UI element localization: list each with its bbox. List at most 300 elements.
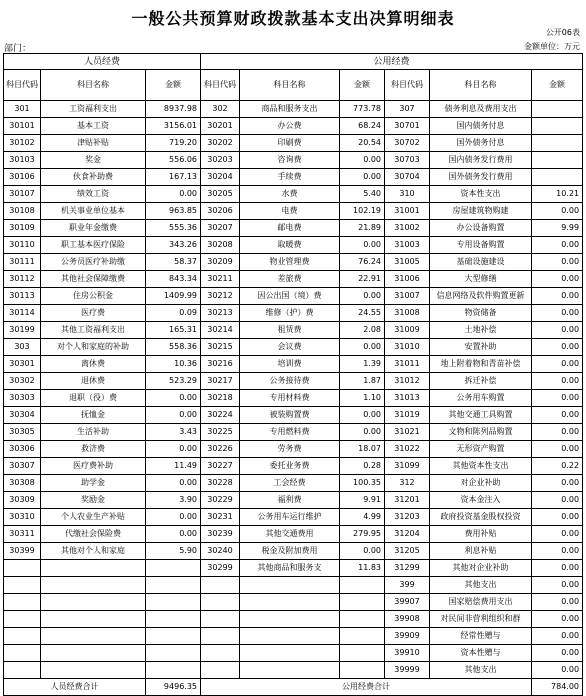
cell-code: 31099: [385, 458, 430, 475]
cell-name: 经常性赠与: [430, 628, 532, 645]
cell-name: 救济费: [41, 441, 146, 458]
cell-amount: 0.00: [146, 441, 201, 458]
cell-code: 30110: [4, 237, 41, 254]
cell-name: 国外债务付息: [430, 135, 532, 152]
cell-code: 307: [385, 101, 430, 118]
cell-name: 大型修缮: [430, 271, 532, 288]
cell-name: 奖励金: [41, 492, 146, 509]
cell-amount: [146, 628, 201, 645]
cell-name: 安置补助: [430, 339, 532, 356]
table-row: [4, 475, 583, 492]
cell-amount: [532, 169, 583, 186]
cell-name: 劳务费: [240, 441, 340, 458]
cell-name: 伙食补助费: [41, 169, 146, 186]
cell-amount: 1.10: [340, 390, 385, 407]
cell-amount: 2.08: [340, 322, 385, 339]
cell-amount: [146, 645, 201, 662]
cell-name: [41, 645, 146, 662]
table-row: [4, 186, 583, 203]
table-row: [4, 339, 583, 356]
cell-amount: 10.36: [146, 356, 201, 373]
cell-name: 物资储备: [430, 305, 532, 322]
cell-amount: 0.00: [532, 271, 583, 288]
cell-code: [4, 662, 41, 679]
cell-name: 其他对个人和家庭: [41, 543, 146, 560]
table-row: [4, 577, 583, 594]
cell-amount: [340, 662, 385, 679]
cell-name: 资本金注入: [430, 492, 532, 509]
cell-name: 其他支出: [430, 662, 532, 679]
cell-amount: 0.00: [532, 628, 583, 645]
cell-amount: 558.36: [146, 339, 201, 356]
cell-amount: 20.54: [340, 135, 385, 152]
cell-amount: 24.55: [340, 305, 385, 322]
cell-code: 30204: [201, 169, 240, 186]
cell-code: 30102: [4, 135, 41, 152]
table-row: [4, 288, 583, 305]
cell-amount: [532, 101, 583, 118]
cell-name: 被装购置费: [240, 407, 340, 424]
cell-amount: 3.90: [146, 492, 201, 509]
col-header-amount: 金额: [340, 70, 385, 101]
cell-name: 对企业补助: [430, 475, 532, 492]
col-header-name: 科目名称: [41, 70, 146, 101]
cell-code: 30228: [201, 475, 240, 492]
cell-amount: 10.21: [532, 186, 583, 203]
cell-code: 31009: [385, 322, 430, 339]
cell-name: 取暖费: [240, 237, 340, 254]
cell-code: [201, 628, 240, 645]
cell-amount: 100.35: [340, 475, 385, 492]
cell-name: 物业管理费: [240, 254, 340, 271]
cell-amount: 719.20: [146, 135, 201, 152]
cell-code: 303: [4, 339, 41, 356]
cell-code: [4, 611, 41, 628]
cell-code: 31003: [385, 237, 430, 254]
table-row: [4, 373, 583, 390]
table-row: [4, 254, 583, 271]
cell-code: 31002: [385, 220, 430, 237]
cell-amount: 963.85: [146, 203, 201, 220]
table-row: [4, 424, 583, 441]
table-row: [4, 407, 583, 424]
cell-name: 基本工资: [41, 118, 146, 135]
cell-name: [41, 560, 146, 577]
cell-amount: 0.00: [532, 356, 583, 373]
cell-name: 其他交通工具购置: [430, 407, 532, 424]
cell-amount: 9.99: [532, 220, 583, 237]
cell-name: 其他支出: [430, 577, 532, 594]
cell-amount: [340, 611, 385, 628]
cell-amount: [146, 611, 201, 628]
cell-amount: [340, 577, 385, 594]
cell-name: 租赁费: [240, 322, 340, 339]
cell-amount: 3156.01: [146, 118, 201, 135]
cell-code: 31010: [385, 339, 430, 356]
cell-amount: 18.07: [340, 441, 385, 458]
cell-amount: 4.99: [340, 509, 385, 526]
col-header-code: 科目代码: [201, 70, 240, 101]
cell-amount: 0.00: [146, 475, 201, 492]
cell-name: 对民间非营利组织和群: [430, 611, 532, 628]
cell-name: [41, 662, 146, 679]
cell-amount: 1.87: [340, 373, 385, 390]
cell-code: 30101: [4, 118, 41, 135]
table-row: [4, 509, 583, 526]
table-row: [4, 152, 583, 169]
cell-name: 绩效工资: [41, 186, 146, 203]
cell-amount: 5.90: [146, 543, 201, 560]
public-total-value: 784.00: [532, 679, 583, 696]
cell-code: 31005: [385, 254, 430, 271]
personnel-header: 人员经费: [4, 54, 201, 70]
cell-code: 39908: [385, 611, 430, 628]
cell-code: 39999: [385, 662, 430, 679]
cell-code: 30229: [201, 492, 240, 509]
cell-amount: [340, 594, 385, 611]
cell-name: [240, 662, 340, 679]
cell-amount: 0.00: [340, 424, 385, 441]
cell-amount: 0.00: [532, 288, 583, 305]
cell-code: 30310: [4, 509, 41, 526]
cell-amount: 0.00: [340, 169, 385, 186]
col-header-code: 科目代码: [385, 70, 430, 101]
cell-amount: 0.00: [532, 611, 583, 628]
cell-amount: 0.00: [532, 322, 583, 339]
cell-name: 信息网络及软件购置更新: [430, 288, 532, 305]
cell-amount: [146, 560, 201, 577]
cell-amount: 0.00: [146, 509, 201, 526]
cell-name: 国内债务付息: [430, 118, 532, 135]
cell-name: 公务用车运行维护: [240, 509, 340, 526]
cell-code: 30202: [201, 135, 240, 152]
cell-code: 39907: [385, 594, 430, 611]
cell-amount: 0.00: [532, 509, 583, 526]
cell-code: 31021: [385, 424, 430, 441]
cell-code: [201, 662, 240, 679]
cell-amount: [532, 152, 583, 169]
cell-name: 因公出国（境）费: [240, 288, 340, 305]
cell-code: 31007: [385, 288, 430, 305]
cell-amount: 11.83: [340, 560, 385, 577]
cell-code: 30399: [4, 543, 41, 560]
cell-amount: 8937.98: [146, 101, 201, 118]
cell-code: 30305: [4, 424, 41, 441]
cell-code: 31203: [385, 509, 430, 526]
cell-amount: 0.00: [532, 305, 583, 322]
cell-code: 30311: [4, 526, 41, 543]
cell-amount: 22.91: [340, 271, 385, 288]
cell-name: 个人农业生产补贴: [41, 509, 146, 526]
cell-code: 30112: [4, 271, 41, 288]
cell-name: 奖金: [41, 152, 146, 169]
cell-code: 31204: [385, 526, 430, 543]
cell-code: 30205: [201, 186, 240, 203]
table-row: [4, 271, 583, 288]
cell-code: 30301: [4, 356, 41, 373]
cell-name: 专用材料费: [240, 390, 340, 407]
cell-name: 培训费: [240, 356, 340, 373]
cell-name: 福利费: [240, 492, 340, 509]
table-row: [4, 628, 583, 645]
cell-amount: 279.95: [340, 526, 385, 543]
cell-amount: 0.00: [532, 662, 583, 679]
form-code: 公开06表: [545, 28, 580, 37]
cell-code: 30107: [4, 186, 41, 203]
table-row: [4, 441, 583, 458]
cell-name: 其他交通费用: [240, 526, 340, 543]
cell-amount: 9.91: [340, 492, 385, 509]
cell-amount: 843.34: [146, 271, 201, 288]
cell-name: 助学金: [41, 475, 146, 492]
table-row: [4, 594, 583, 611]
cell-name: 无形资产购置: [430, 441, 532, 458]
cell-name: 住房公积金: [41, 288, 146, 305]
cell-name: [41, 611, 146, 628]
cell-amount: 76.24: [340, 254, 385, 271]
cell-name: 抚恤金: [41, 407, 146, 424]
cell-code: 30306: [4, 441, 41, 458]
table-row: [4, 390, 583, 407]
cell-code: 30303: [4, 390, 41, 407]
cell-amount: 0.00: [532, 237, 583, 254]
cell-code: 30307: [4, 458, 41, 475]
cell-amount: 58.37: [146, 254, 201, 271]
cell-amount: 0.00: [532, 254, 583, 271]
col-header-amount: 金额: [146, 70, 201, 101]
cell-amount: 0.22: [532, 458, 583, 475]
cell-name: 其他商品和服务支: [240, 560, 340, 577]
cell-name: 国外债务发行费用: [430, 169, 532, 186]
cell-name: 医疗费: [41, 305, 146, 322]
cell-name: [41, 628, 146, 645]
cell-code: 30216: [201, 356, 240, 373]
cell-code: 31012: [385, 373, 430, 390]
cell-name: 国内债务发行费用: [430, 152, 532, 169]
cell-amount: 0.00: [146, 407, 201, 424]
cell-code: 30309: [4, 492, 41, 509]
cell-name: 土地补偿: [430, 322, 532, 339]
cell-code: 39910: [385, 645, 430, 662]
cell-name: 其他社会保障缴费: [41, 271, 146, 288]
cell-code: [4, 577, 41, 594]
col-header-name: 科目名称: [430, 70, 532, 101]
personnel-total-label: 人员经费合计: [4, 679, 146, 696]
cell-code: 30218: [201, 390, 240, 407]
cell-name: [240, 645, 340, 662]
cell-name: 地上附着物和青苗补偿: [430, 356, 532, 373]
table-row: [4, 203, 583, 220]
cell-name: 印刷费: [240, 135, 340, 152]
public-header: 公用经费: [201, 54, 583, 70]
cell-name: 差旅费: [240, 271, 340, 288]
col-header-code: 科目代码: [4, 70, 41, 101]
cell-amount: 21.89: [340, 220, 385, 237]
cell-amount: 1409.99: [146, 288, 201, 305]
cell-name: 职工基本医疗保险: [41, 237, 146, 254]
department-label: 部门：: [4, 44, 32, 54]
cell-amount: 0.00: [532, 526, 583, 543]
col-header-amount: 金额: [532, 70, 583, 101]
cell-code: 30702: [385, 135, 430, 152]
cell-code: 30212: [201, 288, 240, 305]
col-header-name: 科目名称: [240, 70, 340, 101]
cell-name: [240, 628, 340, 645]
cell-code: [201, 645, 240, 662]
cell-amount: 5.40: [340, 186, 385, 203]
cell-name: 委托业务费: [240, 458, 340, 475]
public-total-label: 公用经费合计: [201, 679, 532, 696]
table-row: [4, 526, 583, 543]
table-row: [4, 237, 583, 254]
table-row: [4, 305, 583, 322]
cell-amount: 343.26: [146, 237, 201, 254]
cell-code: 30225: [201, 424, 240, 441]
cell-name: 国家赔偿费用支出: [430, 594, 532, 611]
cell-amount: 1.39: [340, 356, 385, 373]
table-row: [4, 220, 583, 237]
cell-amount: 0.00: [340, 152, 385, 169]
cell-amount: 0.00: [532, 407, 583, 424]
cell-code: [201, 594, 240, 611]
cell-amount: [340, 645, 385, 662]
cell-amount: 523.29: [146, 373, 201, 390]
cell-code: [4, 594, 41, 611]
cell-amount: [146, 662, 201, 679]
table-row: [4, 645, 583, 662]
cell-code: 301: [4, 101, 41, 118]
table-body: [4, 101, 583, 679]
cell-amount: 0.28: [340, 458, 385, 475]
cell-name: 商品和服务支出: [240, 101, 340, 118]
cell-code: 399: [385, 577, 430, 594]
cell-code: 30304: [4, 407, 41, 424]
cell-code: 30302: [4, 373, 41, 390]
cell-code: 30199: [4, 322, 41, 339]
cell-name: 公务员医疗补助缴: [41, 254, 146, 271]
cell-code: 31011: [385, 356, 430, 373]
cell-amount: 0.00: [340, 288, 385, 305]
cell-amount: 102.19: [340, 203, 385, 220]
cell-code: 310: [385, 186, 430, 203]
cell-name: 邮电费: [240, 220, 340, 237]
cell-name: 退休费: [41, 373, 146, 390]
expenditure-table: [3, 53, 583, 696]
table-row: [4, 169, 583, 186]
cell-amount: [340, 628, 385, 645]
cell-amount: 68.24: [340, 118, 385, 135]
cell-code: [4, 560, 41, 577]
personnel-total-value: 9496.35: [146, 679, 201, 696]
cell-code: 31299: [385, 560, 430, 577]
cell-amount: 0.00: [340, 237, 385, 254]
cell-amount: 0.00: [146, 526, 201, 543]
cell-amount: [532, 135, 583, 152]
report-title: 一般公共预算财政拨款基本支出决算明细表: [131, 9, 455, 28]
cell-code: 31013: [385, 390, 430, 407]
cell-amount: 0.00: [532, 645, 583, 662]
cell-name: 津贴补贴: [41, 135, 146, 152]
table-row: [4, 135, 583, 152]
table-row: [4, 458, 583, 475]
cell-amount: [532, 118, 583, 135]
cell-code: [201, 611, 240, 628]
cell-code: 30213: [201, 305, 240, 322]
cell-code: 30701: [385, 118, 430, 135]
cell-code: 39909: [385, 628, 430, 645]
cell-amount: 0.00: [532, 424, 583, 441]
cell-code: [4, 645, 41, 662]
cell-name: 咨询费: [240, 152, 340, 169]
cell-name: 其他对企业补助: [430, 560, 532, 577]
cell-name: 手续费: [240, 169, 340, 186]
cell-code: 30108: [4, 203, 41, 220]
cell-code: 30207: [201, 220, 240, 237]
cell-code: 30206: [201, 203, 240, 220]
cell-code: 30224: [201, 407, 240, 424]
cell-name: 离休费: [41, 356, 146, 373]
cell-name: 费用补贴: [430, 526, 532, 543]
cell-code: 30103: [4, 152, 41, 169]
cell-name: 医疗费补助: [41, 458, 146, 475]
cell-code: 30308: [4, 475, 41, 492]
cell-name: 政府投资基金股权投资: [430, 509, 532, 526]
cell-code: 312: [385, 475, 430, 492]
cell-code: 30106: [4, 169, 41, 186]
cell-amount: 0.00: [532, 339, 583, 356]
cell-code: [201, 577, 240, 594]
cell-name: 退职（役）费: [41, 390, 146, 407]
cell-code: 30111: [4, 254, 41, 271]
cell-code: 30227: [201, 458, 240, 475]
cell-amount: 0.00: [532, 560, 583, 577]
cell-amount: 0.00: [532, 441, 583, 458]
cell-name: 房屋建筑物购建: [430, 203, 532, 220]
cell-code: 30109: [4, 220, 41, 237]
cell-code: [4, 628, 41, 645]
cell-code: 30113: [4, 288, 41, 305]
cell-amount: 0.00: [532, 373, 583, 390]
cell-name: 办公费: [240, 118, 340, 135]
cell-name: 其他资本性支出: [430, 458, 532, 475]
table-row: [4, 560, 583, 577]
cell-name: 代缴社会保险费: [41, 526, 146, 543]
cell-name: 税金及附加费用: [240, 543, 340, 560]
cell-name: 工资福利支出: [41, 101, 146, 118]
cell-name: 公务接待费: [240, 373, 340, 390]
cell-name: 拆迁补偿: [430, 373, 532, 390]
cell-amount: 11.49: [146, 458, 201, 475]
cell-amount: 0.00: [532, 594, 583, 611]
cell-name: 生活补助: [41, 424, 146, 441]
cell-code: 30214: [201, 322, 240, 339]
cell-code: 30703: [385, 152, 430, 169]
table-row: [4, 492, 583, 509]
cell-code: 30239: [201, 526, 240, 543]
cell-code: 30114: [4, 305, 41, 322]
cell-code: 30226: [201, 441, 240, 458]
cell-amount: 0.00: [532, 492, 583, 509]
cell-name: 基础设施建设: [430, 254, 532, 271]
cell-amount: 0.00: [532, 390, 583, 407]
cell-code: 30215: [201, 339, 240, 356]
cell-code: 30208: [201, 237, 240, 254]
unit-label: 金额单位：万元: [524, 42, 580, 51]
table-row: [4, 662, 583, 679]
cell-amount: 0.00: [532, 475, 583, 492]
cell-amount: 555.36: [146, 220, 201, 237]
cell-amount: 0.00: [340, 407, 385, 424]
